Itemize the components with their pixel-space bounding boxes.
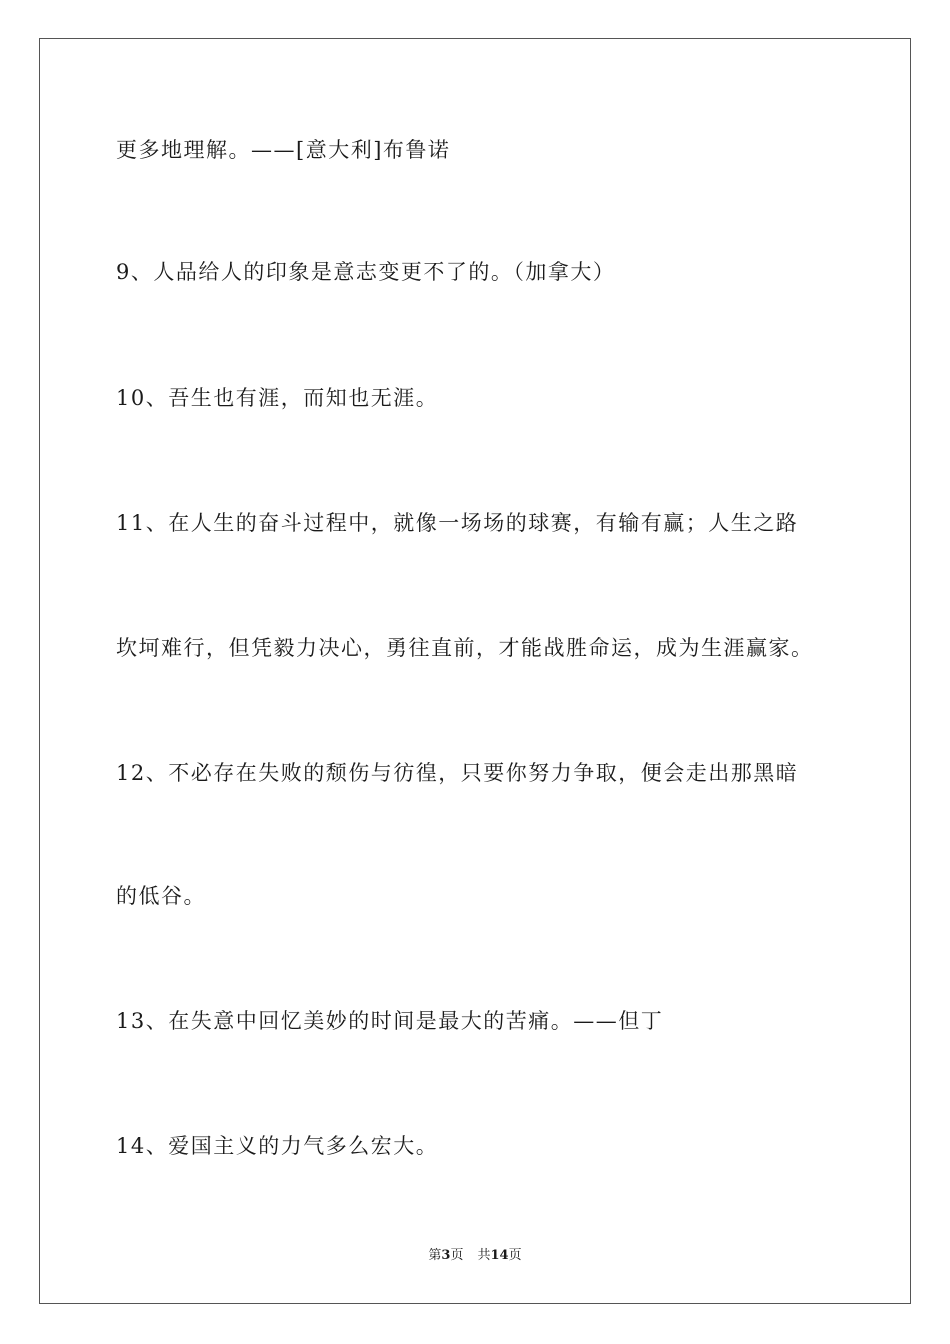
total-prefix: 共 xyxy=(477,1248,491,1263)
page-border xyxy=(39,38,911,1304)
text-line-1: 更多地理解。——[意大利]布鲁诺 xyxy=(116,138,451,162)
text-line-2: 9、人品给人的印象是意志变更不了的。（加拿大） xyxy=(116,260,616,284)
total-suffix: 页 xyxy=(508,1248,522,1263)
text-line-9: 14、爱国主义的力气多么宏大。 xyxy=(116,1134,439,1158)
page-number: 3 xyxy=(441,1248,451,1263)
page-footer xyxy=(0,1247,950,1265)
text-line-3: 10、吾生也有涯，而知也无涯。 xyxy=(116,386,439,410)
text-line-4: 11、在人生的奋斗过程中，就像一场场的球赛，有输有赢；人生之路 xyxy=(116,511,799,535)
page-prefix: 第 xyxy=(428,1248,442,1263)
total-pages: 14 xyxy=(490,1248,509,1263)
page-suffix: 页 xyxy=(450,1248,464,1263)
text-line-6: 12、不必存在失败的颓伤与彷徨，只要你努力争取，便会走出那黑暗 xyxy=(116,761,799,785)
text-line-8: 13、在失意中回忆美妙的时间是最大的苦痛。——但丁 xyxy=(116,1009,664,1033)
text-line-7: 的低谷。 xyxy=(116,884,206,908)
text-line-5: 坎坷难行，但凭毅力决心，勇往直前，才能战胜命运，成为生涯赢家。 xyxy=(116,636,814,660)
